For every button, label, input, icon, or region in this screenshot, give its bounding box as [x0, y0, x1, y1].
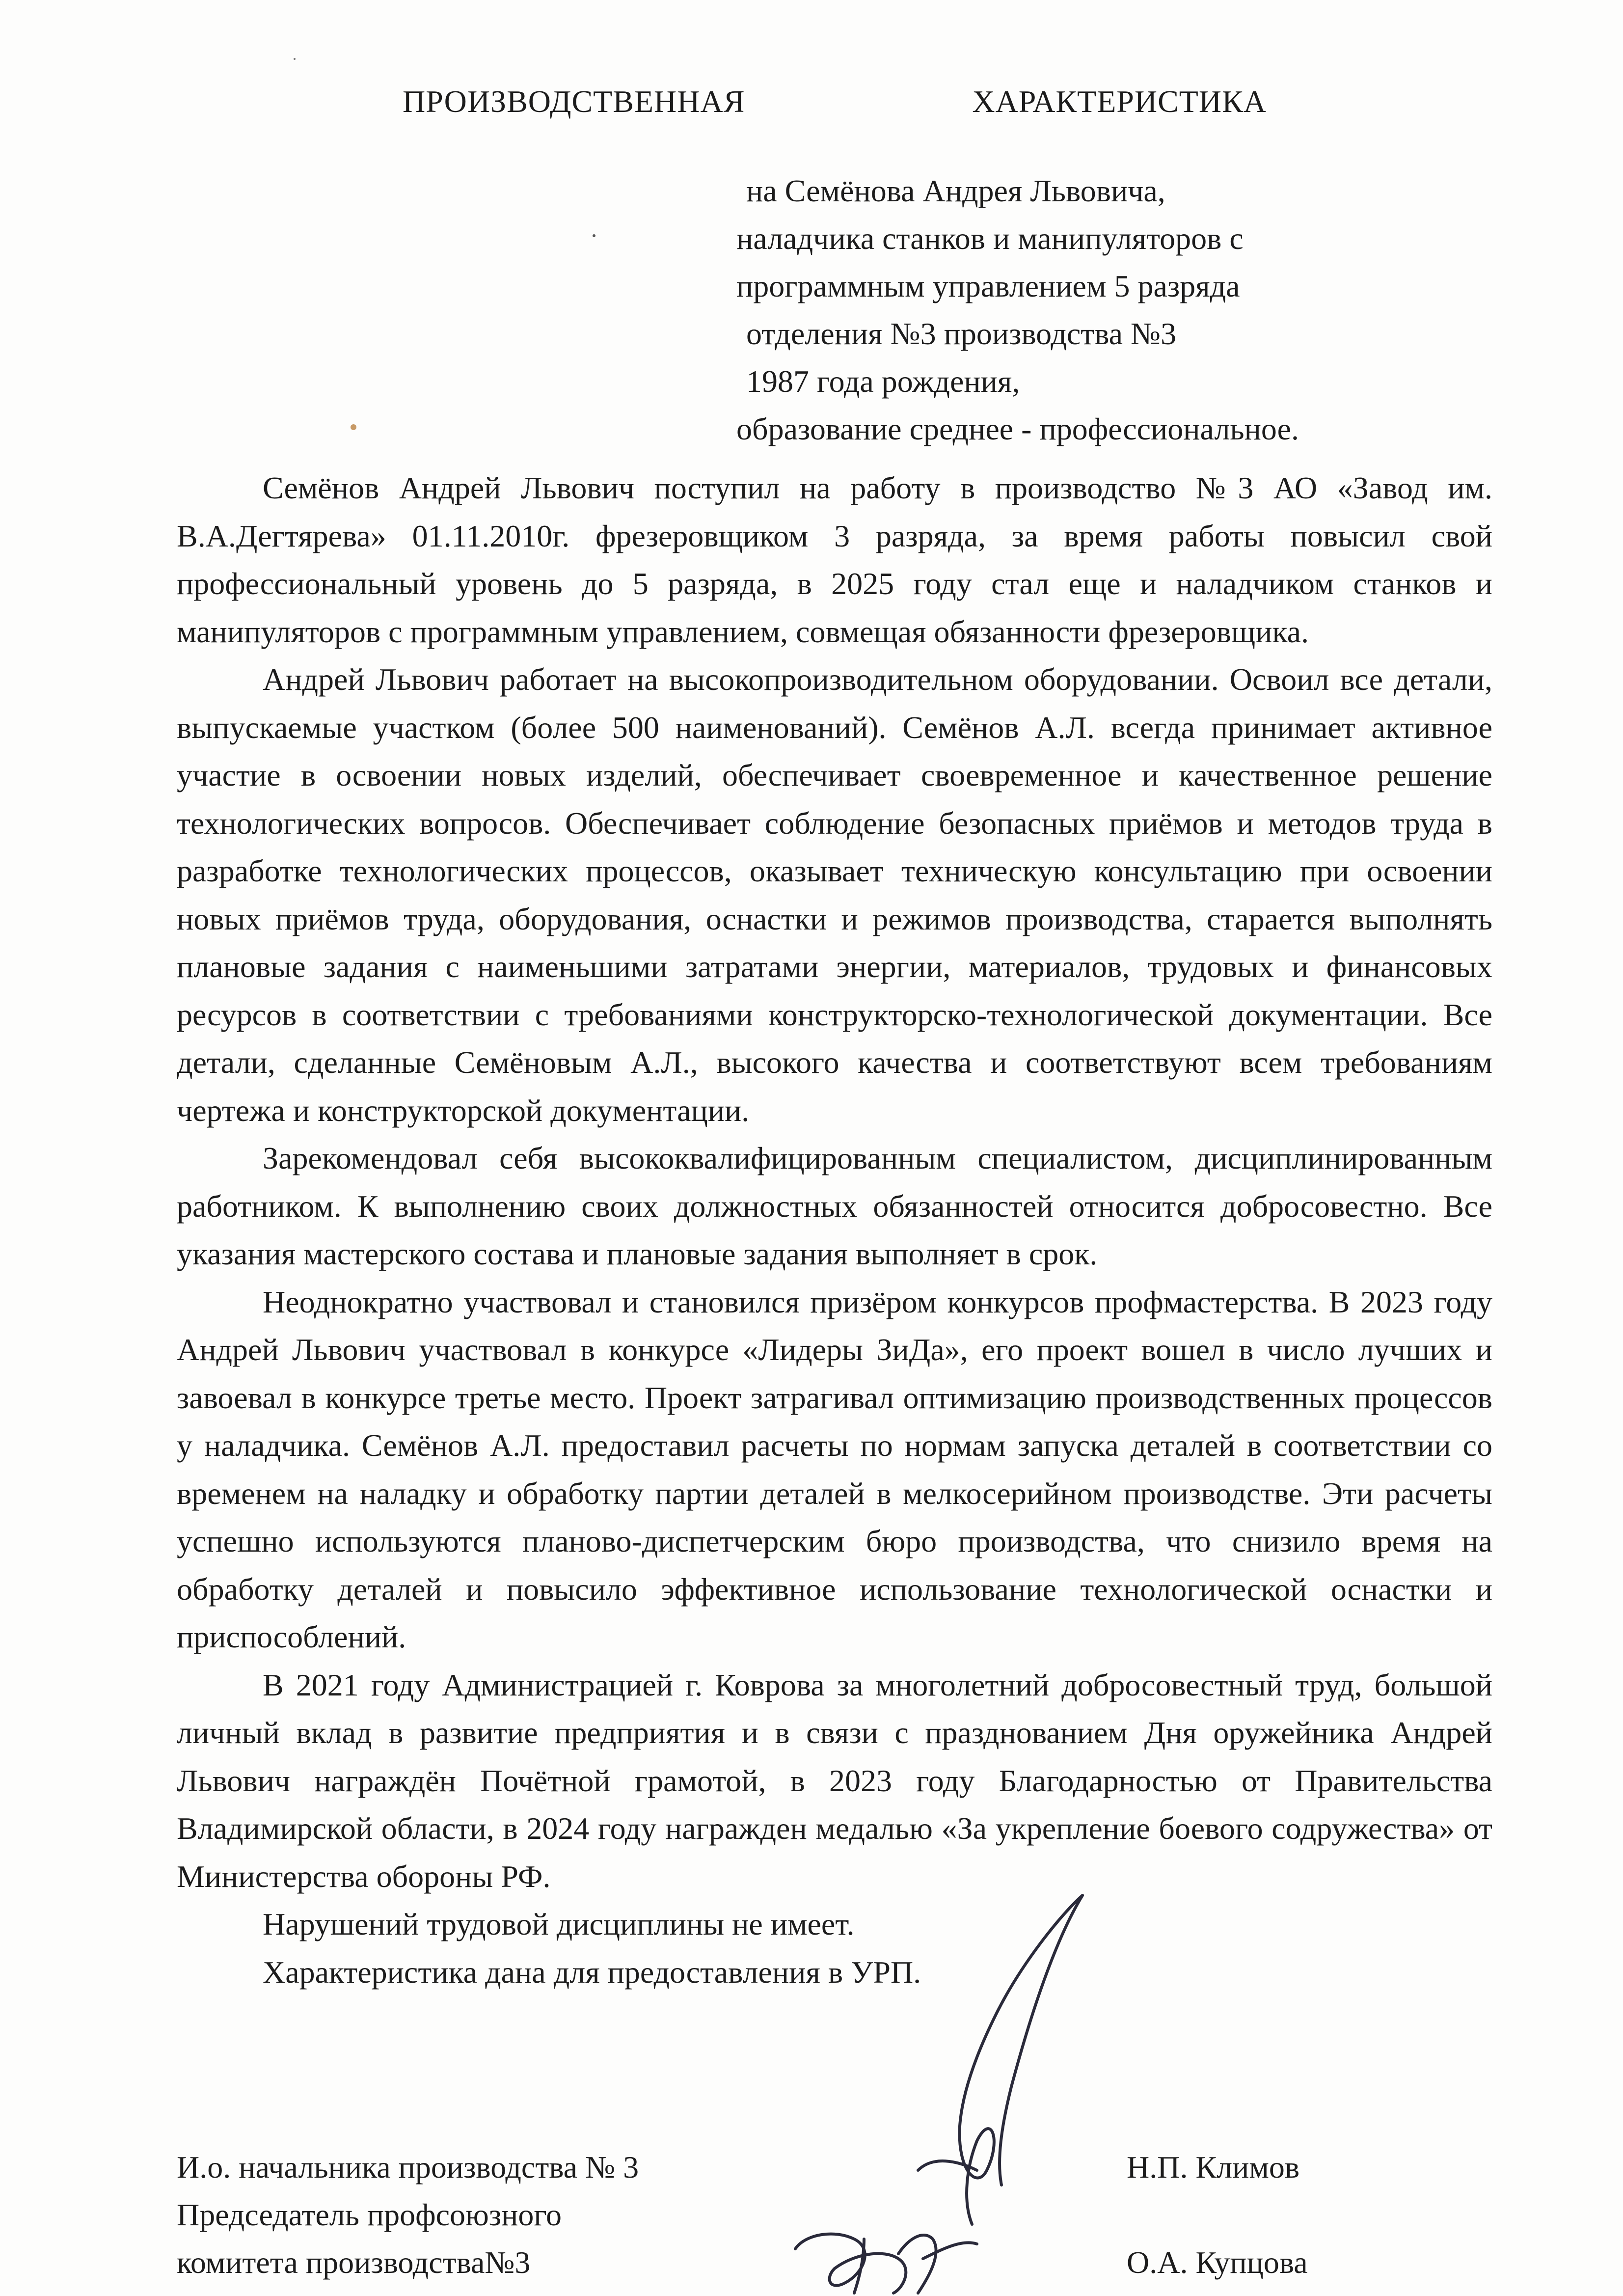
recipient-block — [736, 167, 1299, 453]
position-head: И.о. начальника производства № 3 — [177, 2150, 639, 2185]
body-paragraph: Неоднократно участвовал и становился призёром конкурсов профмастерства. В 2023 году Андрей Львович участвовал в конкурсе «Лидеры ЗиДа», его проект вошел в число лучших и завоевал в конкурсе третье место. Проект затрагивал оптимизацию производственных процессов у наладчика. Семёнов А.Л. предоставил расчеты по нормам запуска деталей в соответствии со временем на наладку и обработку партии деталей в мелкосерийном производстве. Эти расчеты успешно используются планово-диспетчерским бюро производства, что снизило время на обработку деталей и повысило эффективное использование технологической оснастки и приспособлений. — [177, 1284, 1492, 1654]
title-word-2: ХАРАКТЕРИСТИКА — [972, 84, 1267, 119]
recipient-line: образование среднее - профессиональное. — [736, 411, 1299, 446]
signatory-positions — [177, 2143, 639, 2286]
position-union-line2: комитета производства№3 — [177, 2245, 531, 2280]
body-paragraph: Андрей Львович работает на высокопроизводительном оборудовании. Освоил все детали, выпускаемые участком (более 500 наименований). Семёнов А.Л. всегда принимает активное участие в освоении новых изделий, обеспечивает своевременное и качественное решение технологических вопросов. Обеспечивает соблюдение безопасных приёмов и методов труда в разработке технологических процессов, оказывает техническую консультацию при освоении новых приёмов труда, оборудования, оснастки и режимов производства, старается выполнять плановые задания с наименьшими затратами энергии, материалов, трудовых и финансовых ресурсов в соответствии с требованиями конструкторско-технологической документации. Все детали, сделанные Семёновым А.Л., высокого качества и соответствуют всем требованиям чертежа и конструкторской документации. — [177, 662, 1492, 1128]
document-title — [403, 83, 1267, 120]
document-body — [177, 464, 1492, 1996]
signature-kuptsova — [795, 2234, 906, 2293]
recipient-line: наладчика станков и манипуляторов с — [736, 221, 1244, 256]
body-paragraph: Характеристика дана для предоставления в УРП. — [263, 1954, 921, 1990]
signatory-names — [1127, 2143, 1308, 2286]
recipient-line: отделения №3 производства №3 — [746, 316, 1177, 351]
body-paragraph: Семёнов Андрей Львович поступил на работу в производство №3 АО «Завод им. В.А.Дегтярева» 01.11.2010г. фрезеровщиком 3 разряда, за время работы повысил свой профессиональный уровень до 5 разряда, в 2025 году стал еще и наладчиком станков и манипуляторов с программным управлением, совмещая обязанности фрезеровщика. — [177, 470, 1492, 649]
body-paragraph: Зарекомендовал себя высококвалифицированным специалистом, дисциплинированным работником. К выполнению своих должностных обязанностей относится добросовестно. Все указания мастерского состава и плановые задания выполняет в срок. — [177, 1141, 1492, 1271]
position-union-line1: Председатель профсоюзного — [177, 2197, 562, 2232]
title-word-1: ПРОИЗВОДСТВЕННАЯ — [403, 84, 745, 119]
signatory-name-2: О.А. Купцова — [1127, 2245, 1308, 2280]
body-paragraph: Нарушений трудовой дисциплины не имеет. — [263, 1907, 855, 1941]
body-paragraph: В 2021 году Администрацией г. Коврова за многолетний добросовестный труд, большой личный вклад в развитие предприятия и в связи с празднованием Дня оружейника Андрей Львович награждён Почётной грамотой, в 2023 году Благодарностью от Правительства Владимирской области, в 2024 году награжден медалью «За укрепление боевого содружества» от Министерства обороны РФ. — [177, 1667, 1492, 1894]
recipient-line: программным управлением 5 разряда — [736, 269, 1240, 303]
recipient-line: на Семёнова Андрея Львовича, — [746, 173, 1165, 208]
recipient-line: 1987 года рождения, — [746, 364, 1020, 399]
signatory-name-1: Н.П. Климов — [1127, 2150, 1300, 2185]
